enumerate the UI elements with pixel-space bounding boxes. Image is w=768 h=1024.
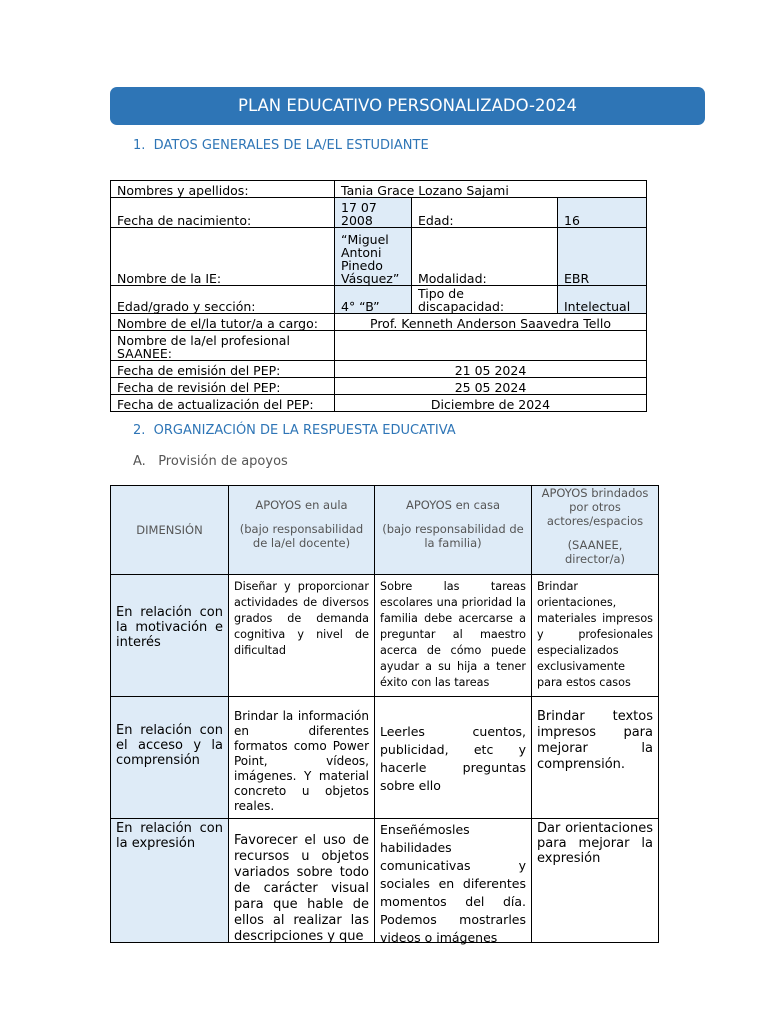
table-row — [111, 575, 659, 697]
row-otros: Dar orientaciones para mejorar la expresión — [532, 819, 659, 943]
actualizacion-value: Diciembre de 2024 — [335, 395, 647, 412]
table-row — [111, 286, 647, 314]
header-aula — [229, 486, 375, 575]
row-otros: Brindar orientaciones, materiales impresos y profesionales especializados exclusivamente para estos casos — [532, 575, 659, 697]
subsection-a-heading: A. Provisión de apoyos — [133, 454, 288, 469]
discapacidad-label: Tipo de discapacidad: — [412, 286, 558, 314]
header-aula-subtitle: (bajo responsabilidad de la/el docente) — [239, 522, 364, 550]
row-aula: Diseñar y proporcionar actividades de diversos grados de demanda cognitiva y nivel de dificultad — [229, 575, 375, 697]
row-aula-text: Favorecer el uso de recursos u objetos variados sobre todo de carácter visual para que hable de ellos al realizar las descripciones y que — [234, 833, 369, 944]
support-provision-table — [110, 485, 659, 943]
revision-value: 25 05 2024 — [335, 378, 647, 395]
row-aula: Brindar la información en diferentes formatos como Power Point, vídeos, imágenes. Y material concreto u objetos reales. — [229, 697, 375, 819]
header-otros-subtitle: (SAANEE, director/a) — [564, 538, 626, 566]
table-row — [111, 819, 659, 943]
profesional-value — [335, 331, 647, 361]
table-row — [111, 331, 647, 361]
discapacidad-value: Intelectual — [558, 286, 647, 314]
header-casa-subtitle: (bajo responsabilidad de la familia) — [382, 522, 524, 550]
actualizacion-label: Fecha de actualización del PEP: — [111, 395, 335, 412]
tutor-label: Nombre de el/la tutor/a a cargo: — [111, 314, 335, 331]
profesional-label: Nombre de la/el profesional SAANEE: — [111, 331, 335, 361]
row-dimension: En relación con la expresión — [111, 819, 229, 943]
modalidad-label: Modalidad: — [412, 228, 558, 286]
document-title-banner: PLAN EDUCATIVO PERSONALIZADO-2024 — [110, 87, 705, 125]
table-row — [111, 198, 647, 228]
ie-label: Nombre de la IE: — [111, 228, 335, 286]
ie-value: “Miguel Antoni Pinedo Vásquez” — [335, 228, 412, 286]
edad-label: Edad: — [412, 198, 558, 228]
modalidad-value: EBR — [558, 228, 647, 286]
emision-label: Fecha de emisión del PEP: — [111, 361, 335, 378]
section-1-heading: 1. DATOS GENERALES DE LA/EL ESTUDIANTE — [133, 138, 429, 153]
tutor-value: Prof. Kenneth Anderson Saavedra Tello — [335, 314, 647, 331]
table-header-row — [111, 486, 659, 575]
row-casa-text: Enseñémosles habilidades comunicativas y sociales en diferentes momentos del día. Podemos mostrarles videos o imágenes — [380, 822, 526, 945]
row-otros: Brindar textos impresos para mejorar la comprensión. — [532, 697, 659, 819]
nombres-label: Nombres y apellidos: — [111, 181, 335, 198]
grado-value: 4° “B” — [335, 286, 412, 314]
row-aula — [229, 819, 375, 943]
header-casa — [375, 486, 532, 575]
table-row — [111, 697, 659, 819]
row-casa: Sobre las tareas escolares una prioridad la familia debe acercarse a preguntar al maestro acerca de cómo puede ayudar a su hija a tener éxito con las tareas — [375, 575, 532, 697]
fecha-nac-label: Fecha de nacimiento: — [111, 198, 335, 228]
section-2-heading: 2. ORGANIZACIÓN DE LA RESPUESTA EDUCATIVA — [133, 423, 456, 438]
row-dimension: En relación con el acceso y la comprensión — [111, 697, 229, 819]
grado-label: Edad/grado y sección: — [111, 286, 335, 314]
table-row — [111, 395, 647, 412]
edad-value: 16 — [558, 198, 647, 228]
emision-value: 21 05 2024 — [335, 361, 647, 378]
header-casa-title: APOYOS en casa — [405, 498, 501, 512]
table-row — [111, 181, 647, 198]
header-aula-title: APOYOS en aula — [255, 498, 348, 512]
revision-label: Fecha de revisión del PEP: — [111, 378, 335, 395]
row-dimension: En relación con la motivación e interés — [111, 575, 229, 697]
nombres-value: Tania Grace Lozano Sajami — [335, 181, 647, 198]
header-otros — [532, 486, 659, 575]
header-dimension: DIMENSIÓN — [111, 486, 229, 575]
table-row — [111, 314, 647, 331]
table-row — [111, 361, 647, 378]
student-data-table — [110, 180, 647, 412]
row-casa — [375, 819, 532, 943]
table-row — [111, 228, 647, 286]
row-casa: Leerles cuentos, publicidad, etc y hacerle preguntas sobre ello — [375, 697, 532, 819]
table-row — [111, 378, 647, 395]
fecha-nac-value: 17 07 2008 — [335, 198, 412, 228]
header-otros-title: APOYOS brindados por otros actores/espacios — [541, 486, 649, 528]
